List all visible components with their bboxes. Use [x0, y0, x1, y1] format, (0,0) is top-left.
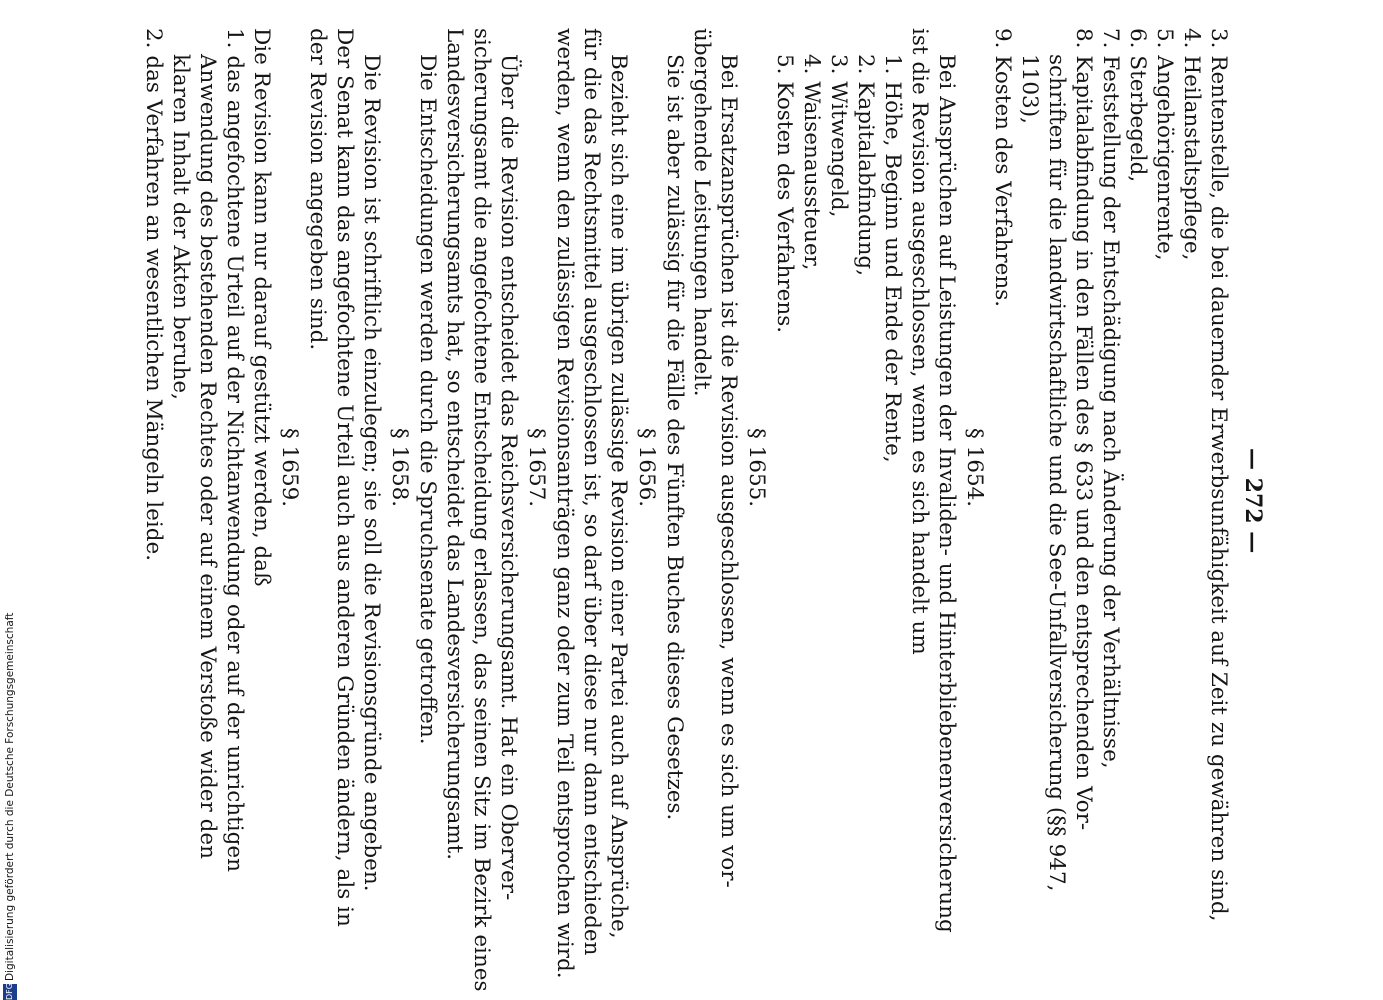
- text-line: 3. Rentenstelle, die bei dauernder Erwerbsunfähigkeit auf Zeit zu gewähren sind,: [1206, 28, 1231, 922]
- text-line: 2. Kapitalabfindung,: [853, 54, 878, 277]
- text-line: Die Revision ist schriftlich einzulegen; sie soll die Revisionsgründe angeben.: [359, 54, 384, 892]
- text-line: 3. Witwengeld,: [826, 54, 851, 218]
- text-line: 7. Feststellung der Entschädigung nach Änderung der Verhältnisse,: [1098, 28, 1123, 769]
- digitization-credit: [2, 580, 20, 1000]
- text-line: 6. Sterbegeld,: [1125, 28, 1150, 183]
- dfg-logo: DFG: [3, 984, 17, 1000]
- credit-text: Digitalisierung gefördert durch die Deutsche Forschungsgemeinschaft: [4, 612, 16, 981]
- text-line: 9. Kosten des Verfahrens.: [990, 28, 1015, 308]
- page-number: — 272 —: [1240, 448, 1266, 554]
- section-heading: § 1659.: [277, 428, 302, 508]
- text-line: Die Entscheidungen werden durch die Spruchsenate getroffen.: [415, 54, 440, 745]
- text-line: schriften für die landwirtschaftliche und die See-Unfallversicherung (§§ 947,: [1044, 54, 1069, 892]
- text-line: übergehende Leistungen handelt.: [689, 28, 714, 397]
- text-line: Bei Ersatzansprüchen ist die Revision ausgeschlossen, wenn es sich um vor-: [716, 54, 741, 888]
- section-heading: § 1658.: [387, 428, 412, 508]
- text-line: 5. Angehörigenrente,: [1152, 28, 1177, 261]
- text-line: 4. Heilanstaltspflege,: [1179, 28, 1204, 261]
- text-line: 2. das Verfahren an wesentlichen Mängeln leide.: [141, 28, 166, 562]
- text-line: Bezieht sich eine im übrigen zulässige Revision einer Partei auch auf Ansprüche,: [606, 54, 631, 939]
- text-line: Bei Ansprüchen auf Leistungen der Invaliden- und Hinterbliebenenversicherung: [934, 54, 959, 933]
- text-line: 8. Kapitalabfindung in den Fällen des § 633 und den entsprechenden Vor-: [1071, 28, 1096, 831]
- text-line: ist die Revision ausgeschlossen, wenn es sich handelt um: [907, 28, 932, 655]
- text-line: werden, wenn den zulässigen Revisionsanträgen ganz oder zum Teil entsprochen wird.: [552, 28, 577, 979]
- rotated-page: [120, 28, 1266, 992]
- text-line: 4. Waisenaussteuer,: [799, 54, 824, 271]
- section-heading: § 1656.: [634, 428, 659, 508]
- text-line: der Revision angegeben sind.: [305, 28, 330, 351]
- text-line: 5. Kosten des Verfahrens.: [772, 54, 797, 334]
- text-line: Landesversicherungsamts hat, so entscheidet das Landesversicherungsamt.: [442, 28, 467, 861]
- text-line: Sie ist aber zulässig für die Fälle des Fünften Buches dieses Gesetzes.: [662, 54, 687, 821]
- section-heading: § 1654.: [962, 428, 987, 508]
- text-line: Der Senat kann das angefochtene Urteil auch aus anderen Gründen ändern, als in: [332, 28, 357, 927]
- text-line: 1. Höhe, Beginn und Ende der Rente,: [880, 54, 905, 463]
- text-line: Anwendung des bestehenden Rechtes oder auf einem Verstoße wider den: [195, 54, 220, 859]
- text-line: für die das Rechtsmittel ausgeschlossen ist, so darf über diese nur dann entschieden: [579, 28, 604, 956]
- text-line: 1. das angefochtene Urteil auf der Nichtanwendung oder auf der unrichtigen: [222, 28, 247, 873]
- text-line: klaren Inhalt der Akten beruhe,: [168, 54, 193, 400]
- section-heading: § 1655.: [744, 428, 769, 508]
- text-line: Über die Revision entscheidet das Reichsversicherungsamt. Hat ein Oberver-: [496, 54, 521, 901]
- text-line: 1103),: [1017, 54, 1042, 124]
- section-heading: § 1657.: [524, 428, 549, 508]
- text-line: Die Revision kann nur darauf gestützt werden, daß: [249, 28, 274, 587]
- text-line: sicherungsamt die angefochtene Entscheidung erlassen, das seinen Sitz im Bezirk eines: [469, 28, 494, 992]
